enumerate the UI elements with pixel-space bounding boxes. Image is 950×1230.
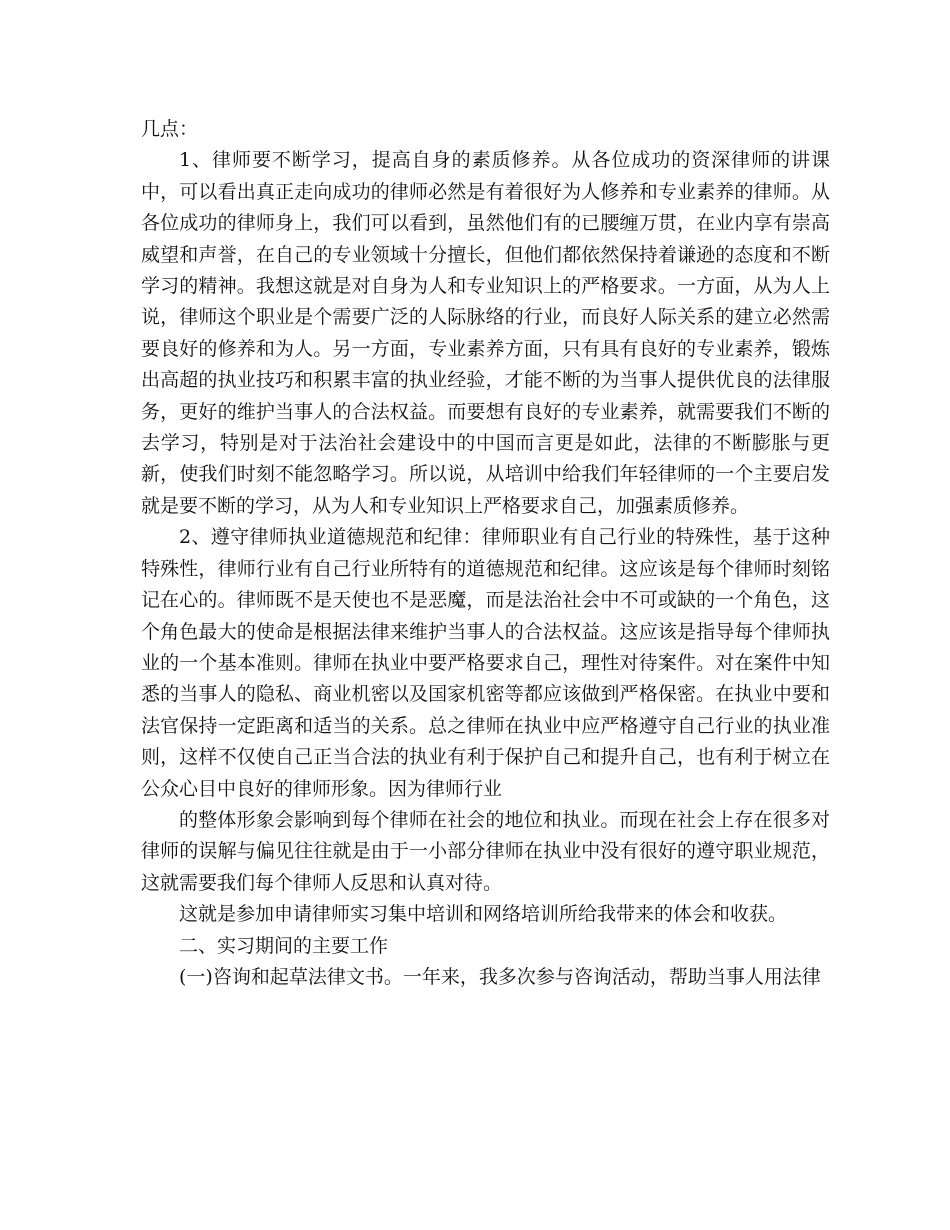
- paragraph-summary: 这就是参加申请律师实习集中培训和网络培训所给我带来的体会和收获。: [179, 903, 788, 926]
- paragraph-intro: 几点：: [141, 118, 199, 140]
- paragraph-consulting: (一)咨询和起草法律文书。一年来，我多次参与咨询活动，帮助当事人用法律: [179, 965, 821, 988]
- paragraph-point-2-continued: 的整体形象会影响到每个律师在社会的地位和执业。而现在社会上存在很多对律师的误解与偏见往往就是由于一小部分律师在执业中没有很好的遵守职业规范，这就需要我们每个律师人反思和认真对待。: [141, 808, 830, 894]
- paragraph-point-1: 1、律师要不断学习，提高自身的素质修养。从各位成功的资深律师的讲课中，可以看出真正走向成功的律师必然是有着很好为人修养和专业素养的律师。从各位成功的律师身上，我们可以看到，虽然他们有的已腰缠万贯，在业内享有崇高威望和声誉，在自己的专业领域十分擅长，但他们都依然保持着谦逊的态度和不断学习的精神。我想这就是对自身为人和专业知识上的严格要求。一方面，从为人上说，律师这个职业是个需要广泛的人际脉络的行业，而良好人际关系的建立必然需要良好的修养和为人。另一方面，专业素养方面，只有具有良好的专业素养，锻炼出高超的执业技巧和积累丰富的执业经验，才能不断的为当事人提供优良的法律服务，更好的维护当事人的合法权益。而要想有良好的专业素养，就需要我们不断的去学习，特别是对于法治社会建设中的中国而言更是如此，法律的不断膨胀与更新，使我们时刻不能忽略学习。所以说，从培训中给我们年轻律师的一个主要启发就是要不断的学习，从为人和专业知识上严格要求自己，加强素质修养。: [141, 149, 830, 517]
- section-heading-main-work: 二、实习期间的主要工作: [179, 934, 389, 957]
- paragraph-point-2: 2、遵守律师执业道德规范和纪律：律师职业有自己行业的特殊性，基于这种特殊性，律师行业有自己行业所特有的道德规范和纪律。这应该是每个律师时刻铭记在心的。律师既不是天使也不是恶魔，而是法治社会中不可或缺的一个角色，这个角色最大的使命是根据法律来维护当事人的合法权益。这应该是指导每个律师执业的一个基本准则。律师在执业中要严格要求自己，理性对待案件。对在案件中知悉的当事人的隐私、商业机密以及国家机密等都应该做到严格保密。在执业中要和法官保持一定距离和适当的关系。总之律师在执业中应严格遵守自己行业的执业准则，这样不仅使自己正当合法的执业有利于保护自己和提升自己，也有利于树立在公众心目中良好的律师形象。因为律师行业: [141, 526, 830, 800]
